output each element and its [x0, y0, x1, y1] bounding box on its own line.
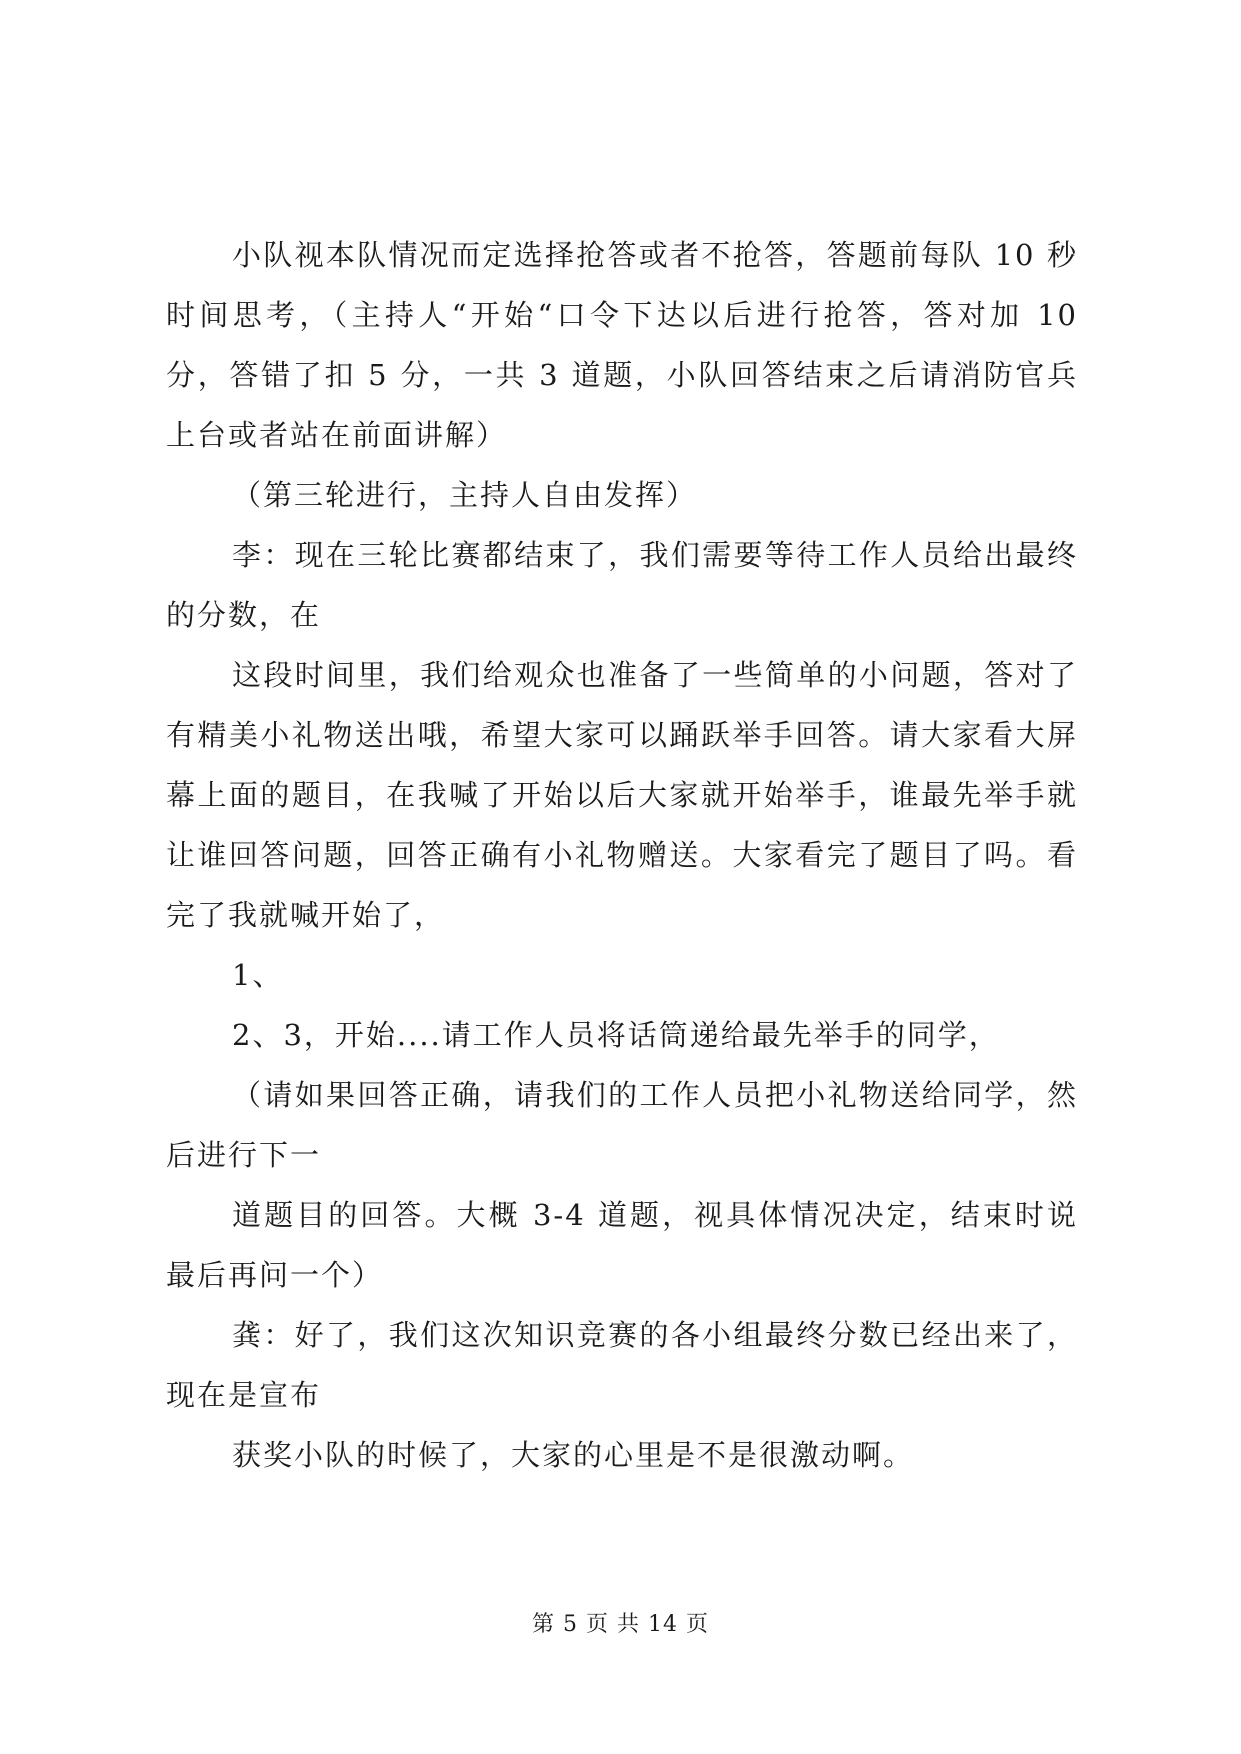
- paragraph: 2、3，开始....请工作人员将话筒递给最先举手的同学，: [232, 1018, 1000, 1052]
- paragraph: （请如果回答正确，请我们的工作人员把小礼物送给同学，然后进行下一: [166, 1078, 1078, 1172]
- paragraph: 1、: [232, 958, 284, 992]
- paragraph: 小队视本队情况而定选择抢答或者不抢答，答题前每队 10 秒时间思考，（主持人“开始“口令下达以后进行抢答，答对加 10 分，答错了扣 5 分，一共 3 道题，小队回答结束之后请消防官兵上台或者站在前面讲解）: [166, 238, 1078, 452]
- paragraph: 这段时间里，我们给观众也准备了一些简单的小问题，答对了有精美小礼物送出哦，希望大家可以踊跃举手回答。请大家看大屏幕上面的题目，在我喊了开始以后大家就开始举手，谁最先举手就让谁回答问题，回答正确有小礼物赠送。大家看完了题目了吗。看完了我就喊开始了，: [166, 658, 1078, 932]
- paragraph: 获奖小队的时候了，大家的心里是不是很激动啊。: [232, 1438, 915, 1472]
- paragraph: 龚：好了，我们这次知识竞赛的各小组最终分数已经出来了，现在是宣布: [166, 1318, 1078, 1412]
- paragraph: （第三轮进行，主持人自由发挥）: [232, 478, 698, 512]
- paragraph: 道题目的回答。大概 3-4 道题，视具体情况决定，结束时说最后再问一个）: [166, 1198, 1078, 1292]
- document-body: [166, 225, 1078, 1485]
- paragraph: 李：现在三轮比赛都结束了，我们需要等待工作人员给出最终的分数，在: [166, 538, 1078, 632]
- page-footer: 第 5 页 共 14 页: [532, 1612, 709, 1637]
